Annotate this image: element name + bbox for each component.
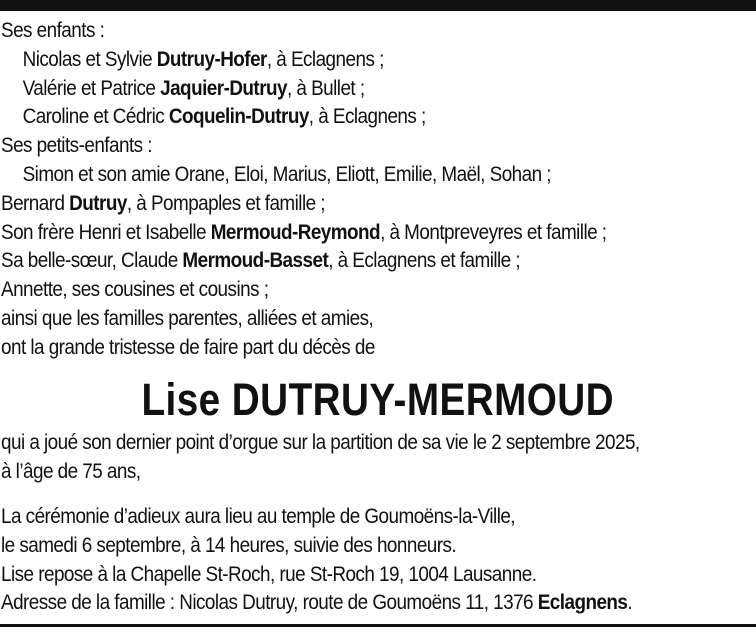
child-surname: Jaquier-Dutruy — [160, 76, 287, 100]
child-names: Nicolas et Sylvie — [22, 47, 157, 71]
relative-line — [1, 219, 753, 248]
family-address: Adresse de la famille : Nicolas Dutruy, route de Goumoëns 11, 1376 — [1, 591, 538, 615]
child-line — [1, 103, 753, 132]
relative-surname: Mermoud-Reymond — [210, 220, 381, 244]
family-address-end: . — [627, 591, 633, 615]
death-date-line: qui a joué son dernier point d’orgue sur la partition de sa vie le 2 septembre 2025, — [1, 431, 640, 454]
grandchildren-heading: Ses petits-enfants : — [1, 134, 152, 158]
relative-place: , à Montpreveyres et famille ; — [380, 220, 607, 244]
cousins-line: Annette, ses cousines et cousins ; — [1, 278, 269, 302]
child-place: , à Bullet ; — [286, 76, 365, 100]
relative-place: , à Pompaples et famille ; — [126, 191, 326, 215]
relative-names: Sa belle-sœur, Claude — [1, 249, 183, 273]
child-line — [1, 46, 753, 75]
family-list — [1, 17, 753, 363]
relative-names: Bernard — [1, 191, 70, 215]
deceased-name: Lise DUTRUY-MERMOUD — [141, 374, 615, 425]
child-line — [1, 75, 753, 104]
child-place: , à Eclagnens ; — [308, 105, 426, 129]
child-names: Valérie et Patrice — [22, 76, 161, 100]
ceremony-time-line: le samedi 6 septembre, à 14 heures, suivie des honneurs. — [1, 533, 457, 557]
child-place: , à Eclagnens ; — [266, 47, 384, 71]
relative-place: , à Eclagnens et famille ; — [328, 249, 521, 273]
age-line: à l’âge de 75 ans, — [1, 459, 141, 483]
family-address-town: Eclagnens — [537, 591, 628, 615]
relative-names: Son frère Henri et Isabelle — [1, 220, 211, 244]
relative-surname: Mermoud-Basset — [182, 249, 329, 273]
announcement-line: ont la grande tristesse de faire part du décès de — [1, 335, 375, 359]
deceased-name-block — [0, 372, 756, 428]
repose-line: Lise repose à la Chapelle St-Roch, rue St-Roch 19, 1004 Lausanne. — [1, 562, 537, 586]
child-surname: Dutruy-Hofer — [156, 47, 267, 71]
relative-line — [1, 190, 753, 219]
deceased-details — [1, 429, 753, 487]
ceremony-location-line: La cérémonie d’adieux aura lieu au temple de Goumoëns-la-Ville, — [1, 505, 516, 528]
children-heading: Ses enfants : — [1, 19, 105, 42]
bottom-rule — [0, 624, 756, 627]
relative-surname: Dutruy — [69, 191, 127, 215]
family-address-line — [1, 589, 753, 618]
ceremony-details — [1, 503, 753, 618]
relative-line — [1, 247, 753, 276]
child-names: Caroline et Cédric — [22, 105, 169, 129]
top-rule — [0, 0, 756, 11]
child-surname: Coquelin-Dutruy — [168, 105, 309, 129]
grandchildren-list: Simon et son amie Orane, Eloi, Marius, Eliott, Emilie, Maël, Sohan ; — [22, 162, 552, 186]
relatives-line: ainsi que les familles parentes, alliées et amies, — [1, 306, 374, 330]
